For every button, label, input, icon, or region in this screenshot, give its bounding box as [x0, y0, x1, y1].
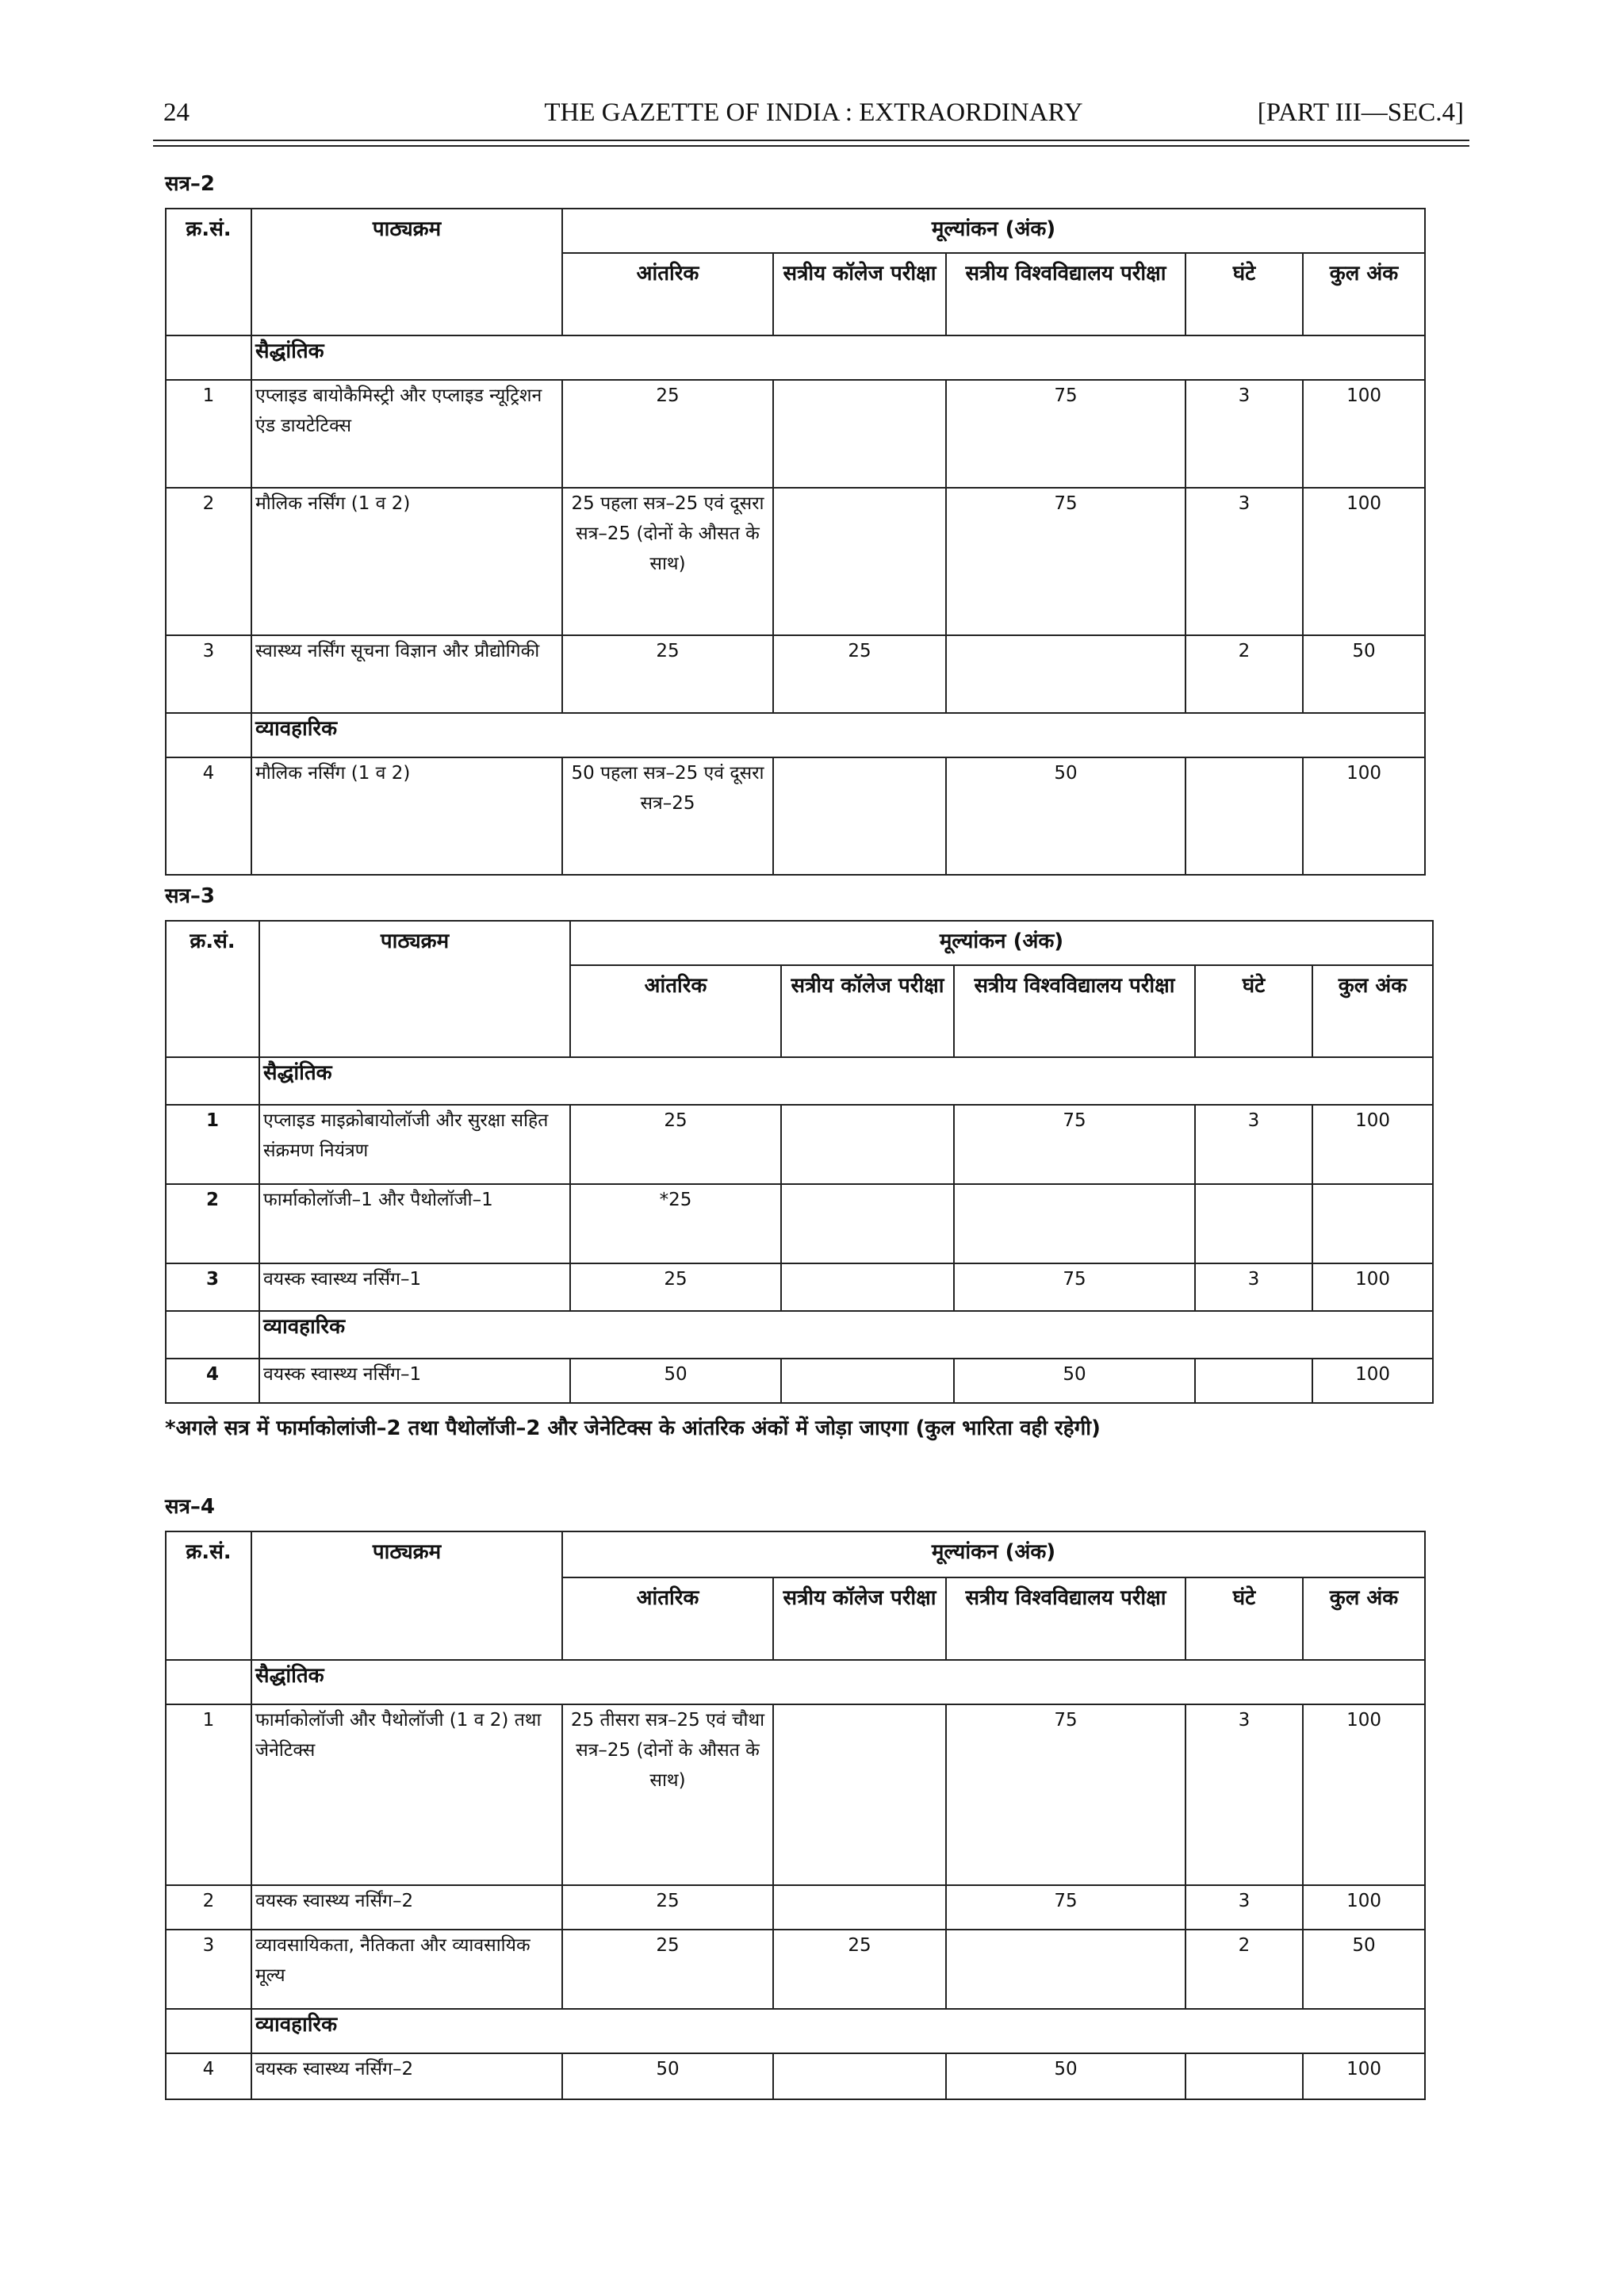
hours-cell	[1185, 757, 1303, 875]
college-cell: 25	[773, 635, 946, 713]
total-cell	[1312, 1184, 1433, 1263]
university-cell	[946, 1930, 1185, 2009]
sno-cell: 3	[166, 635, 251, 713]
internal-cell: 25	[562, 380, 773, 488]
hours-cell: 3	[1185, 1704, 1303, 1885]
hours-cell: 3	[1195, 1263, 1312, 1311]
college-cell	[773, 2053, 946, 2099]
total-cell: 100	[1312, 1105, 1433, 1184]
college-exam-header: सत्रीय कॉलेज परीक्षा	[773, 1577, 946, 1660]
total-header: कुल अंक	[1303, 1577, 1425, 1660]
university-cell: 75	[946, 1704, 1185, 1885]
section-theory: सैद्धांतिक	[259, 1057, 1433, 1105]
table-row	[166, 2053, 1425, 2099]
semester-4-label: सत्र–4	[165, 1495, 216, 1519]
internal-cell: 25	[562, 1930, 773, 2009]
table-row	[166, 1704, 1425, 1885]
internal-header: आंतरिक	[562, 1577, 773, 1660]
course-cell: फार्माकोलॉजी और पैथोलॉजी (1 व 2) तथा जेनेटिक्स	[251, 1704, 562, 1885]
hours-cell	[1195, 1184, 1312, 1263]
college-cell	[773, 488, 946, 635]
hours-cell: 2	[1185, 1930, 1303, 2009]
hours-cell: 3	[1185, 488, 1303, 635]
total-cell: 100	[1303, 380, 1425, 488]
sno-cell: 2	[166, 488, 251, 635]
total-cell: 100	[1303, 1704, 1425, 1885]
internal-cell: 25	[562, 1885, 773, 1930]
college-exam-header: सत्रीय कॉलेज परीक्षा	[781, 965, 954, 1057]
university-cell: 50	[954, 1359, 1195, 1403]
course-cell: मौलिक नर्सिंग (1 व 2)	[251, 757, 562, 875]
hours-header: घंटे	[1185, 253, 1303, 335]
section-practical: व्यावहारिक	[251, 2009, 1425, 2053]
internal-cell: 50 पहला सत्र–25 एवं दूसरा सत्र–25	[562, 757, 773, 875]
table-row	[166, 1930, 1425, 2009]
hours-cell: 3	[1185, 380, 1303, 488]
semester-4-table	[165, 1531, 1426, 2100]
internal-cell: 25	[570, 1105, 781, 1184]
table-row	[166, 1885, 1425, 1930]
sno-header: क्र.सं.	[166, 209, 251, 335]
hours-cell	[1195, 1359, 1312, 1403]
total-cell: 100	[1303, 757, 1425, 875]
total-header: कुल अंक	[1303, 253, 1425, 335]
internal-header: आंतरिक	[562, 253, 773, 335]
course-cell: वयस्क स्वास्थ्य नर्सिंग–2	[251, 2053, 562, 2099]
hours-cell: 3	[1185, 1885, 1303, 1930]
evaluation-header: मूल्यांकन (अंक)	[562, 1531, 1425, 1577]
gazette-title: THE GAZETTE OF INDIA : EXTRAORDINARY	[544, 98, 1083, 127]
total-cell: 50	[1303, 1930, 1425, 2009]
course-cell: व्यावसायिकता, नैतिकता और व्यावसायिक मूल्य	[251, 1930, 562, 2009]
course-header: पाठ्यक्रम	[251, 1531, 562, 1660]
college-cell	[781, 1184, 954, 1263]
university-cell: 75	[946, 380, 1185, 488]
university-exam-header: सत्रीय विश्वविद्यालय परीक्षा	[946, 253, 1185, 335]
course-header: पाठ्यक्रम	[259, 921, 570, 1057]
sno-cell: 3	[166, 1263, 259, 1311]
internal-cell: 50	[562, 2053, 773, 2099]
course-cell: वयस्क स्वास्थ्य नर्सिंग–2	[251, 1885, 562, 1930]
total-cell: 100	[1312, 1263, 1433, 1311]
internal-cell: 25	[562, 635, 773, 713]
evaluation-header: मूल्यांकन (अंक)	[570, 921, 1433, 965]
internal-cell: 25 तीसरा सत्र–25 एवं चौथा सत्र–25 (दोनों के औसत के साथ)	[562, 1704, 773, 1885]
course-header: पाठ्यक्रम	[251, 209, 562, 335]
evaluation-header: मूल्यांकन (अंक)	[562, 209, 1425, 253]
table-row	[166, 1184, 1433, 1263]
college-cell	[773, 1885, 946, 1930]
semester-3-label: सत्र–3	[165, 884, 216, 908]
university-cell	[946, 635, 1185, 713]
total-header: कुल अंक	[1312, 965, 1433, 1057]
semester-2-table	[165, 208, 1426, 876]
sno-cell: 1	[166, 380, 251, 488]
table-row	[166, 1359, 1433, 1403]
internal-cell: 25	[570, 1263, 781, 1311]
section-theory: सैद्धांतिक	[251, 1660, 1425, 1704]
sno-cell: 4	[166, 2053, 251, 2099]
total-cell: 100	[1303, 1885, 1425, 1930]
table-row	[166, 1105, 1433, 1184]
sno-cell: 2	[166, 1885, 251, 1930]
sno-cell: 2	[166, 1184, 259, 1263]
university-exam-header: सत्रीय विश्वविद्यालय परीक्षा	[946, 1577, 1185, 1660]
university-exam-header: सत्रीय विश्वविद्यालय परीक्षा	[954, 965, 1195, 1057]
college-cell	[773, 1704, 946, 1885]
part-section: [PART III—SEC.4]	[1257, 98, 1464, 127]
sno-header: क्र.सं.	[166, 921, 259, 1057]
hours-header: घंटे	[1195, 965, 1312, 1057]
semester-2-label: सत्र–2	[165, 172, 216, 196]
internal-header: आंतरिक	[570, 965, 781, 1057]
semester-3-table	[165, 920, 1434, 1404]
sno-header: क्र.सं.	[166, 1531, 251, 1660]
page-number: 24	[163, 98, 190, 127]
university-cell: 50	[946, 757, 1185, 875]
college-cell: 25	[773, 1930, 946, 2009]
section-practical: व्यावहारिक	[259, 1311, 1433, 1359]
university-cell: 75	[946, 488, 1185, 635]
college-exam-header: सत्रीय कॉलेज परीक्षा	[773, 253, 946, 335]
hours-cell: 3	[1195, 1105, 1312, 1184]
sno-cell: 3	[166, 1930, 251, 2009]
table-row	[166, 380, 1425, 488]
footnote: *अगले सत्र में फार्माकोलांजी–2 तथा पैथोलॉजी–2 और जेनेटिक्स के आंतरिक अंकों में जोड़ा जाएगा (कुल भारिता वही रहेगी)	[165, 1416, 1101, 1440]
course-cell: वयस्क स्वास्थ्य नर्सिंग–1	[259, 1263, 570, 1311]
internal-cell: 25 पहला सत्र–25 एवं दूसरा सत्र–25 (दोनों के औसत के साथ)	[562, 488, 773, 635]
hours-cell	[1185, 2053, 1303, 2099]
college-cell	[781, 1359, 954, 1403]
internal-cell: *25	[570, 1184, 781, 1263]
table-row	[166, 488, 1425, 635]
hours-header: घंटे	[1185, 1577, 1303, 1660]
sno-cell: 4	[166, 757, 251, 875]
university-cell: 75	[954, 1105, 1195, 1184]
course-cell: एप्लाइड माइक्रोबायोलॉजी और सुरक्षा सहित संक्रमण नियंत्रण	[259, 1105, 570, 1184]
table-row	[166, 635, 1425, 713]
university-cell: 75	[946, 1885, 1185, 1930]
table-row	[166, 757, 1425, 875]
sno-cell: 4	[166, 1359, 259, 1403]
gazette-header	[163, 98, 1464, 138]
sno-cell: 1	[166, 1704, 251, 1885]
college-cell	[781, 1263, 954, 1311]
table-row	[166, 1263, 1433, 1311]
course-cell: फार्माकोलॉजी–1 और पैथोलॉजी–1	[259, 1184, 570, 1263]
college-cell	[773, 380, 946, 488]
college-cell	[773, 757, 946, 875]
university-cell: 50	[946, 2053, 1185, 2099]
course-cell: एप्लाइड बायोकैमिस्ट्री और एप्लाइड न्यूट्रिशन एंड डायटेटिक्स	[251, 380, 562, 488]
course-cell: वयस्क स्वास्थ्य नर्सिंग–1	[259, 1359, 570, 1403]
total-cell: 50	[1303, 635, 1425, 713]
course-cell: मौलिक नर्सिंग (1 व 2)	[251, 488, 562, 635]
header-rule	[153, 145, 1469, 147]
section-practical: व्यावहारिक	[251, 713, 1425, 757]
internal-cell: 50	[570, 1359, 781, 1403]
sno-cell: 1	[166, 1105, 259, 1184]
hours-cell: 2	[1185, 635, 1303, 713]
total-cell: 100	[1303, 488, 1425, 635]
section-theory: सैद्धांतिक	[251, 335, 1425, 380]
total-cell: 100	[1303, 2053, 1425, 2099]
university-cell	[954, 1184, 1195, 1263]
header-rule	[153, 140, 1469, 141]
college-cell	[781, 1105, 954, 1184]
total-cell: 100	[1312, 1359, 1433, 1403]
course-cell: स्वास्थ्य नर्सिंग सूचना विज्ञान और प्रौद्योगिकी	[251, 635, 562, 713]
university-cell: 75	[954, 1263, 1195, 1311]
